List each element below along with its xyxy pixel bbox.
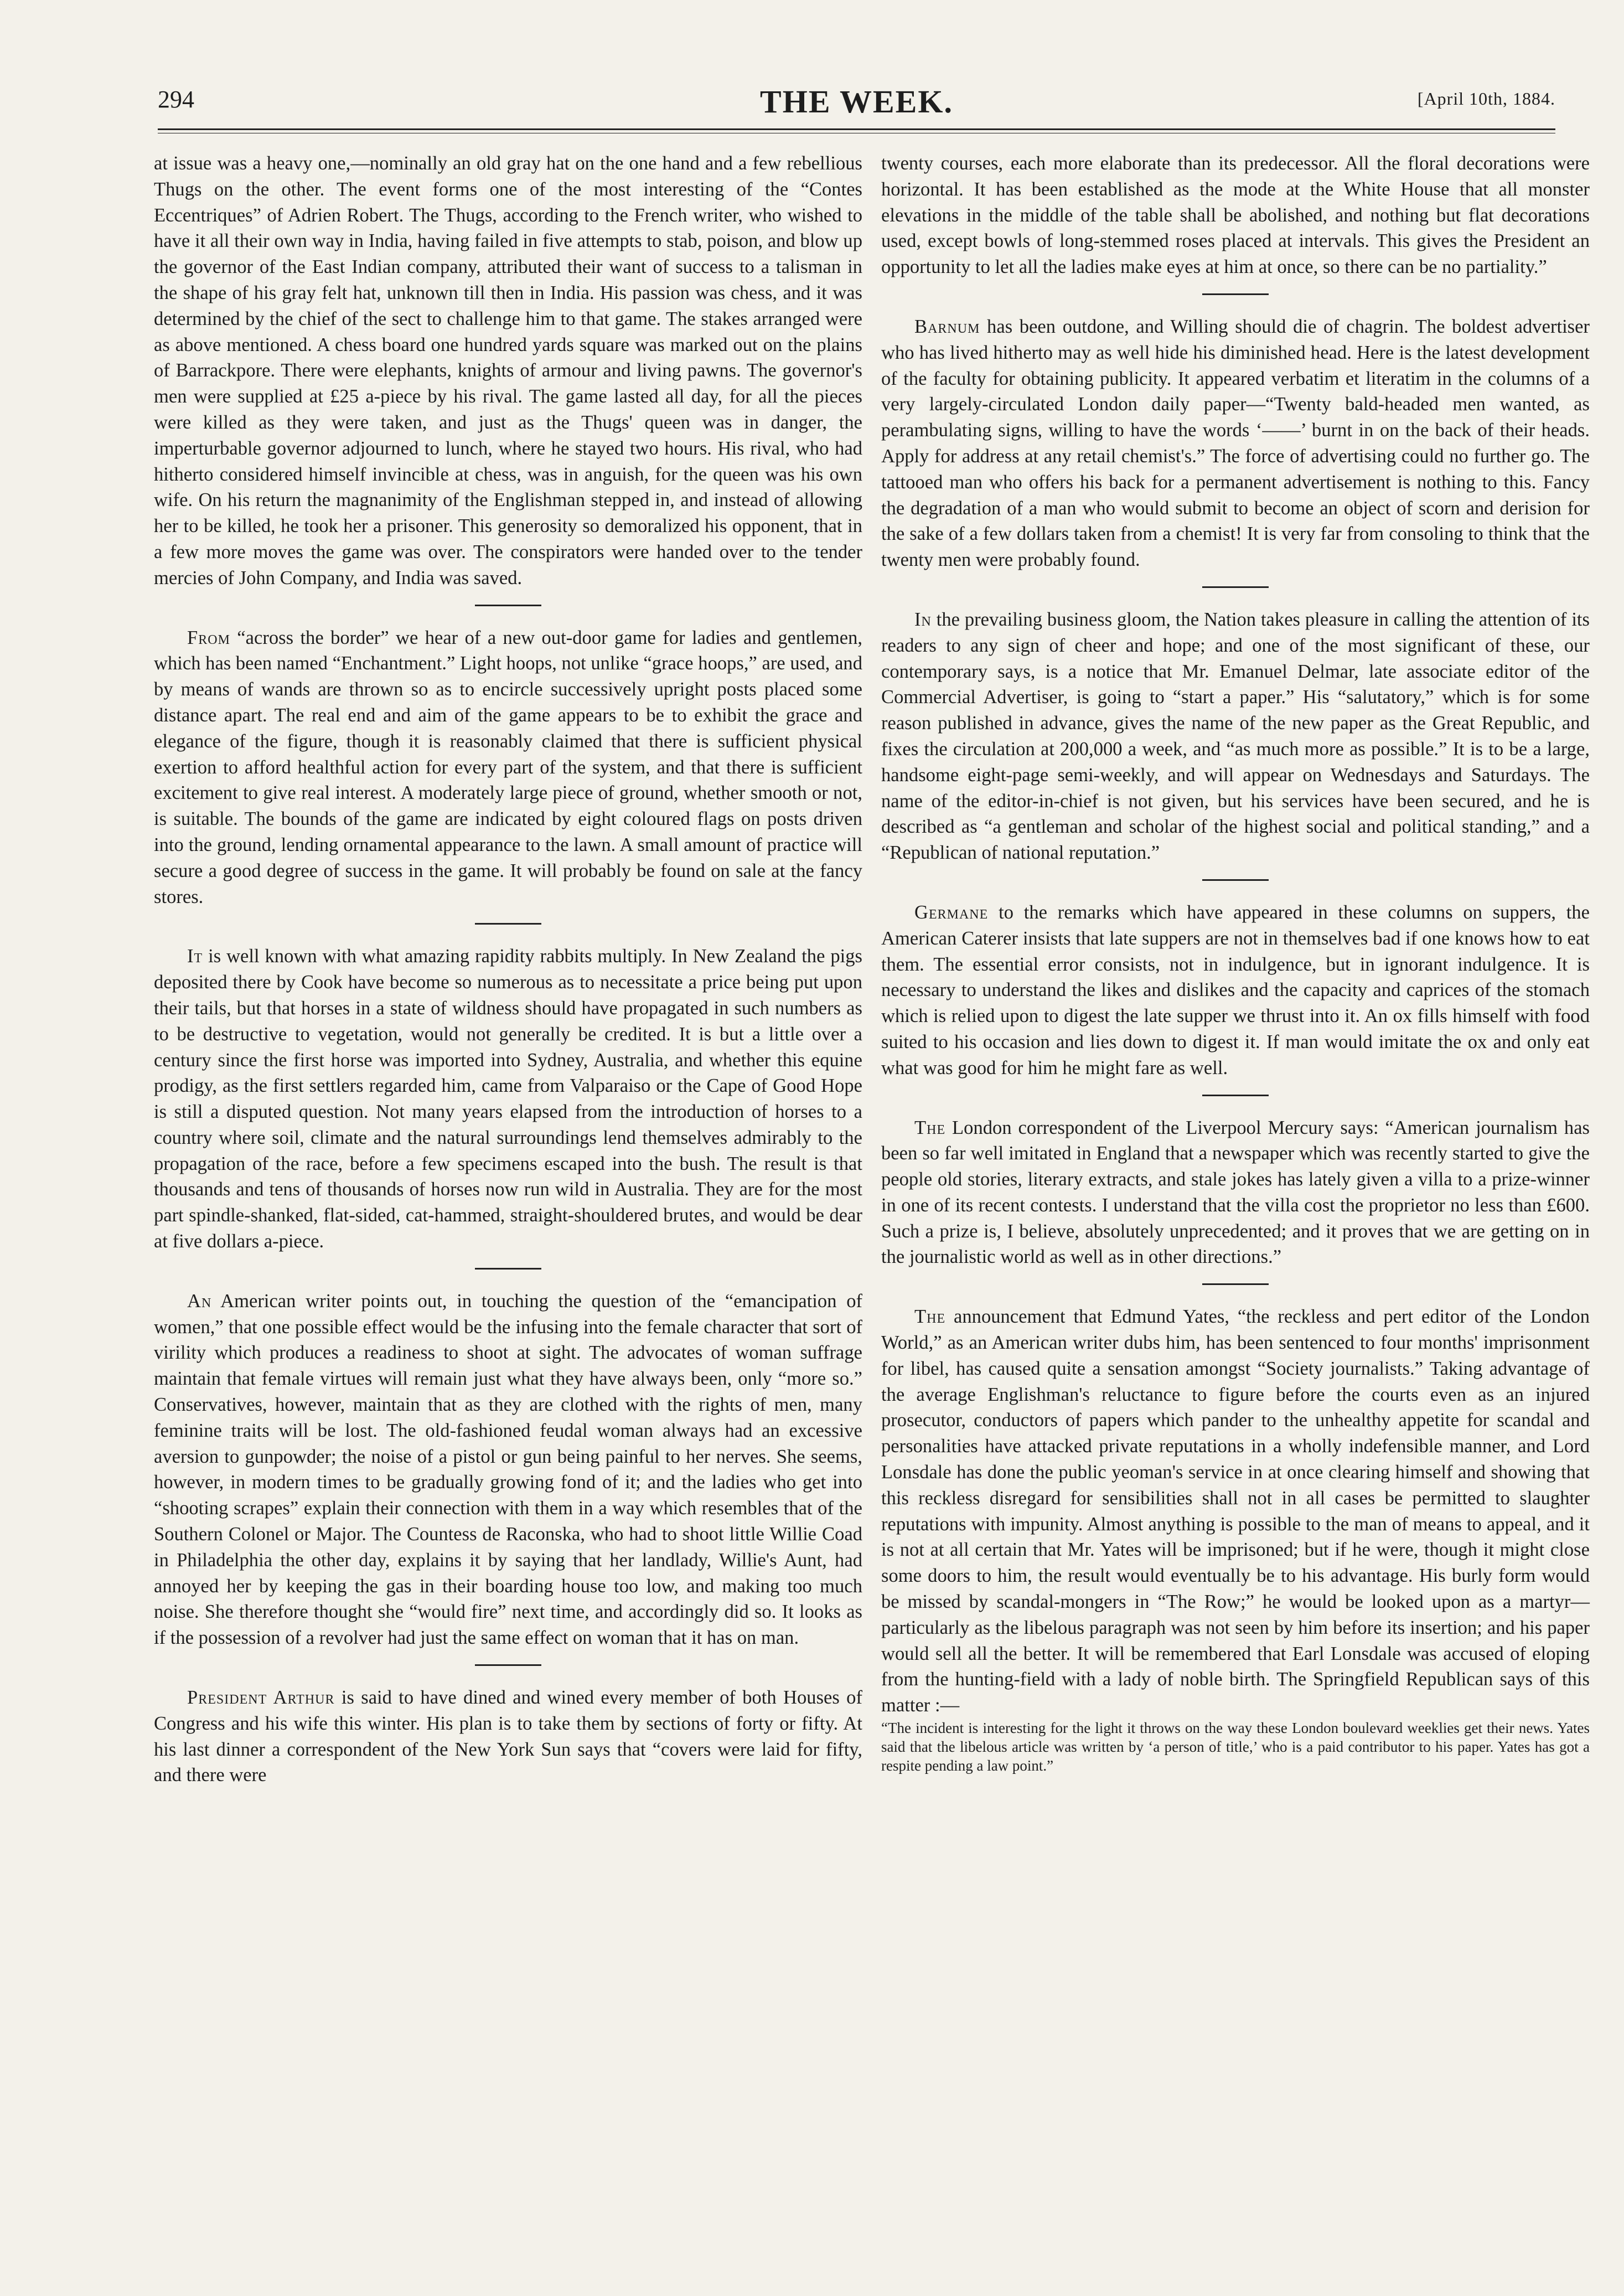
section-divider <box>1202 293 1269 295</box>
paragraph-body: “across the border” we hear of a new out-door game for ladies and gentlemen, which has been named “Enchantment.” Light hoops, not unlike “grace hoops,” are used, and by means of wands are thrown so as to encircle successively upright posts placed some distance apart. The real end and aim of the game appears to be to exhibit the grace and elegance of the figure, though it is reasonably claimed that there is sufficient physical exertion to afford healthful action for every part of the system, and that there is sufficient excitement to give real interest. A moderately large piece of ground, whether smooth or not, is suitable. The bounds of the game are indicated by eight coloured flags on posts driven into the ground, lending ornamental appearance to the lawn. A small amount of practice will secure a good degree of success in the game. It will probably be found on sale at the fancy stores. <box>154 627 862 907</box>
article-paragraph <box>154 1685 862 1788</box>
masthead-title: THE WEEK. <box>760 84 953 120</box>
paragraph-body: London correspondent of the Liverpool Mercury says: “American journalism has been so far well imitated in England that a newspaper which was recently started to give the people old stories, literary extracts, and stale jokes has lately given a villa to a prize-winner in one of its recent contests. I understand that the villa cost the proprietor no less than £600. Such a prize is, I believe, absolutely unprecedented; and it proves that we are getting on in the journalistic world as well as in other directions.” <box>881 1117 1590 1268</box>
paragraph-text <box>881 900 1590 1081</box>
article-paragraph <box>154 1288 862 1651</box>
lead-word: Barnum <box>914 316 980 337</box>
section-divider <box>1202 1283 1269 1285</box>
paragraph-body: has been outdone, and Willing should die of chagrin. The boldest advertiser who has lived hitherto may as well hide his diminished head. Here is the latest development of the faculty for obtaining publicity. It appeared verbatim et literatim in the columns of a very largely-circulated London daily paper—“Twenty bald-headed men wanted, as perambulating signs, willing to have the words ‘——’ burnt in on the back of their heads. Apply for address at any retail chemist's.” The force of advertising could no further go. The tattooed man who offers his back for a permanent advertisement is nothing to this. Fancy the degradation of a man who would submit to become an object of scorn and derision for the sake of a few dollars taken from a chemist! It is very far from consoling to think that the twenty men were probably found. <box>881 316 1590 571</box>
section-divider <box>1202 879 1269 881</box>
section-divider <box>475 923 541 925</box>
issue-date: [April 10th, 1884. <box>1417 89 1555 109</box>
paragraph-text <box>881 1115 1590 1271</box>
paragraph-text <box>881 1304 1590 1719</box>
paragraph-text <box>881 314 1590 573</box>
article-paragraph <box>881 151 1590 280</box>
article-paragraph <box>881 607 1590 866</box>
lead-word: President Arthur <box>187 1687 335 1709</box>
article-paragraph <box>154 151 862 591</box>
left-column <box>154 151 862 1788</box>
lead-word: In <box>914 608 932 630</box>
paragraph-text <box>881 151 1590 280</box>
paragraph-body: twenty courses, each more elaborate than its predecessor. All the floral decorations were horizontal. It has been established as the mode at the White House that all monster elevations in the middle of the table shall be abolished, and nothing but flat decorations used, except bowls of long-stemmed roses placed at intervals. This gives the President an opportunity to let all the ladies make eyes at him at once, so there can be no partiality.” <box>881 153 1590 278</box>
header-rule <box>158 128 1555 130</box>
paragraph-text <box>154 1685 862 1788</box>
section-divider <box>475 605 541 606</box>
lead-word: It <box>187 946 203 967</box>
section-divider <box>475 1268 541 1270</box>
paragraph-text <box>881 607 1590 866</box>
paragraph-text <box>154 625 862 910</box>
page-header <box>158 83 1555 133</box>
paragraph-text <box>154 943 862 1255</box>
paragraph-text <box>154 151 862 591</box>
section-divider <box>1202 586 1269 588</box>
article-paragraph <box>881 1304 1590 1775</box>
article-paragraph <box>154 943 862 1255</box>
page-number: 294 <box>158 86 194 113</box>
lead-word: The <box>914 1117 946 1138</box>
paragraph-body: is well known with what amazing rapidity rabbits multiply. In New Zealand the pigs deposited there by Cook have become so numerous as to necessitate a price being put upon their tails, but that horses in a state of wildness should have propagated in such numbers as to be destructive to vegetation, would not generally be credited. It is but a little over a century since the first horse was imported into Sydney, Australia, and whether this equine prodigy, as the first settlers regarded him, came from Valparaiso or the Cape of Good Hope is still a disputed question. Not many years elapsed from the introduction of horses to a country where soil, climate and the natural surroundings lend themselves admirably to the propagation of the race, before a few specimens escaped into the bush. The result is that thousands and tens of thousands of horses now run wild in Australia. They are for the most part spindle-shanked, flat-sided, cat-hammed, straight-shouldered brutes, and would be dear at five dollars a-piece. <box>154 946 862 1252</box>
section-divider <box>475 1664 541 1666</box>
article-paragraph <box>881 1115 1590 1271</box>
article-paragraph <box>154 625 862 910</box>
article-paragraph <box>881 900 1590 1081</box>
lead-word: The <box>914 1306 946 1328</box>
paragraph-body: at issue was a heavy one,—nominally an old gray hat on the one hand and a few rebellious Thugs on the other. The event forms one of the most interesting of the “Contes Eccentriques” of Adrien Robert. The Thugs, according to the French writer, who wished to have it all their own way in India, having failed in five attempts to stab, poison, and blow up the governor of the East Indian company, attributed their want of success to a talisman in the shape of his gray felt hat, unknown till then in India. His passion was chess, and it was determined by the chief of the sect to challenge him to that game. The stakes arranged were as above mentioned. A chess board one hundred yards square was marked out on the plains of Barrackpore. There were elephants, knights of armour and living pawns. The governor's men were supplied at £25 a-piece by his rival. The game lasted all day, for all the pieces were killed as they were taken, and just as the Thugs' queen was in danger, the imperturbable governor adjourned to lunch, where he stayed two hours. His rival, who had hitherto considered himself invincible at chess, was in anguish, for the queen was his own wife. On his return the magnanimity of the Englishman stepped in, and instead of allowing her to be killed, he took her a prisoner. This generosity so demoralized his opponent, that in a few more moves the game was over. The conspirators were handed over to the tender mercies of John Company, and India was saved. <box>154 153 862 589</box>
lead-word: An <box>187 1290 212 1312</box>
footnote-quote: “The incident is interesting for the light it throws on the way these London boulevard weeklies get their news. Yates said that the libelous article was written by ‘a person of title,’ who is a paid contributor to his paper. Yates has got a respite pending a law point.” <box>881 1720 1590 1774</box>
article-paragraph <box>881 314 1590 573</box>
right-column <box>881 151 1590 1775</box>
paragraph-body: announcement that Edmund Yates, “the reckless and pert editor of the London World,” as an American writer dubs him, has been sentenced to four months' imprisonment for libel, has caused quite a sensation amongst “Society journalists.” Taking advantage of the average Englishman's reluctance to figure before the courts even as an injured prosecutor, conductors of papers which pander to the unhealthy appetite for scandal and personalities have attacked private reputations in a wholly indefensible manner, and Lord Lonsdale has done the public yeoman's service in at once clearing himself and showing that this reckless disregard for sensibilities shall not in all cases be permitted to slaughter reputations with impunity. Almost anything is possible to the man of means to appeal, and it is not at all certain that Mr. Yates will be imprisoned; but if he were, though it might close some doors to him, the result would eventually be to his advantage. His burly form would be missed by scandal-mongers in “The Row;” he would be looked upon as a martyr—particularly as the libelous paragraph was not seen by him before its insertion; and his paper would sell all the better. It will be remembered that Earl Lonsdale was accused of eloping from the hunting-field with a lady of noble birth. The Springfield Republican says of this matter :— <box>881 1306 1590 1716</box>
paragraph-text <box>154 1288 862 1651</box>
paragraph-body: the prevailing business gloom, the Nation takes pleasure in calling the attention of its readers to any sign of cheer and hope; and one of the most significant of these, our contemporary says, is a notice that Mr. Emanuel Delmar, late associate editor of the Commercial Advertiser, is going to “start a paper.” His “salutatory,” which is for some reason published in advance, gives the name of the new paper as the Great Republic, and fixes the circulation at 200,000 a week, and “as much more as possible.” It is to be a large, handsome eight-page semi-weekly, and will appear on Wednesdays and Saturdays. The name of the editor-in-chief is not given, but his services have been secured, and he is described as “a gentleman and scholar of the highest social and political standing,” and a “Republican of national reputation.” <box>881 608 1590 864</box>
section-divider <box>1202 1095 1269 1096</box>
paragraph-body: American writer points out, in touching the question of the “emancipation of women,” that one possible effect would be the infusing into the female character that sort of virility which produces a readiness to shoot at sight. The advocates of woman suffrage maintain that female virtues will remain just what they have always been, only “more so.” Conservatives, however, maintain that as they are clothed with the rights of men, many feminine traits will be lost. The old-fashioned feudal woman always had an excessive aversion to gunpowder; the noise of a pistol or gun being painful to her nerves. She seems, however, in modern times to be gradually growing fond of it; and the ladies who get into “shooting scrapes” explain their connection with them in a way which resembles that of the Southern Colonel or Major. The Countess de Raconska, who had to shoot little Willie Coad in Philadelphia the other day, explains it by saying that her landlady, Willie's Aunt, had annoyed her by keeping the gas in their boarding house too low, and making too much noise. She therefore thought she “would fire” next time, and accordingly did so. It looks as if the possession of a revolver had just the same effect on woman that it has on man. <box>154 1290 862 1649</box>
lead-word: From <box>187 627 230 648</box>
paragraph-body: to the remarks which have appeared in these columns on suppers, the American Caterer insists that late suppers are not in themselves bad if one knows how to eat them. The essential error consists, not in indulgence, but in ignorant indulgence. It is necessary to understand the likes and dislikes and the capacity and caprices of the stomach which is relied upon to digest the late supper we thrust into it. An ox fills himself with food suited to his occasion and lies down to digest it. If man would imitate the ox and only eat what was good for him he might fare as well. <box>881 901 1590 1079</box>
lead-word: Germane <box>914 901 989 923</box>
paragraph-body: is said to have dined and wined every member of both Houses of Congress and his wife this winter. His plan is to take them by sections of forty or fifty. At his last dinner a correspondent of the New York Sun says that “covers were laid for fifty, and there were <box>154 1687 862 1786</box>
